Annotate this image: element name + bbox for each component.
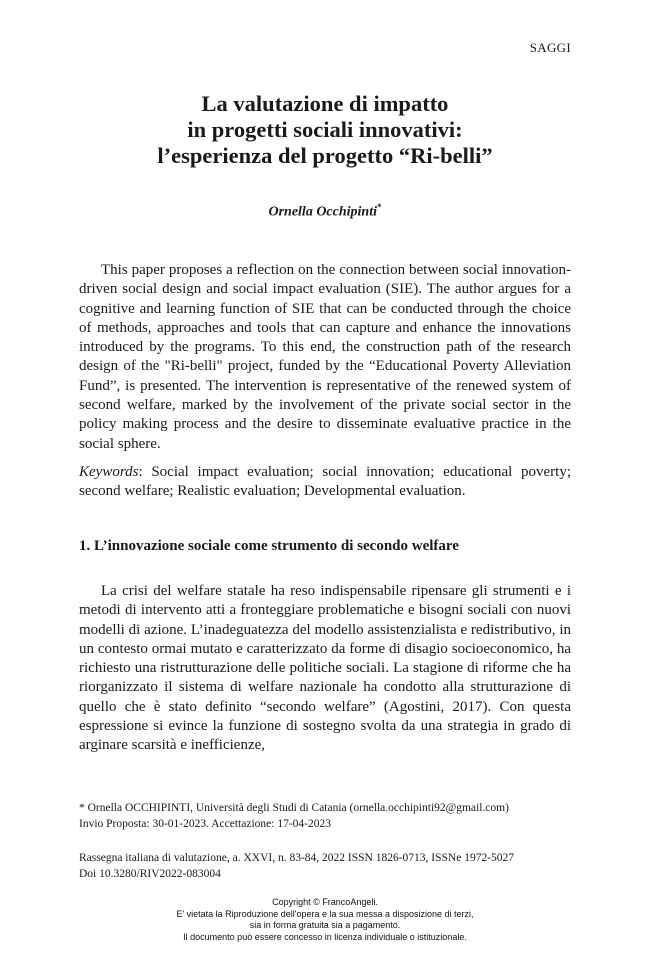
section-label: SAGGI (529, 40, 571, 55)
citation-doi: Doi 10.3280/RIV2022-083004 (79, 868, 221, 880)
footnote-affiliation: * Ornella OCCHIPINTI, Università degli Studi di Catania (ornella.occhipinti92@gmail.com) (79, 802, 509, 814)
copyright-line: Il documento può essere concesso in licenza individuale o istituzionale. (183, 931, 467, 942)
article-title (60, 91, 590, 169)
body-paragraph: La crisi del welfare statale ha reso indispensabile ripensare gli strumenti e i metodi di intervento atti a fronteggiare problematiche e bisogni sociali con nuovi modelli di azione. L’inadeguatezza del modello assistenzialista e redistributivo, in un contesto ormai mutato e caratterizzato da forme di disagio socioeconomico, ha richiesto una ristrutturazione delle politiche sociali. La stagione di riforme che ha riorganizzato il sistema di welfare nazionale ha condotto alla strutturazione di quello che è stato definito “secondo welfare” (Agostini, 2017). Con questa espressione si evince la funzione di sostegno svolta da una strategia in grado di arginare scarsità e inefficienze, (79, 583, 571, 754)
title-line: La valutazione di impatto (201, 91, 449, 116)
keywords-label: Keywords (79, 464, 139, 480)
copyright-line: E' vietata la Riproduzione dell'opera e la sua messa a disposizione di terzi, (176, 908, 474, 919)
author-footnote-mark: * (377, 202, 382, 212)
author-footnote (79, 800, 579, 832)
abstract-paragraph: This paper proposes a reflection on the connection between social innovation-driven social design and social impact evaluation (SIE). The author argues for a cognitive and learning function of SIE that can be conducted through the choice of methods, approaches and tools that can capture and enhance the innovations introduced by the programs. To this end, the construction path of the research design of the "Ri-belli" project, funded by the “Educational Poverty Alleviation Fund”, is presented. The intervention is representative of the renewed system of second welfare, marked by the involvement of the private social sector in the policy making process and the desire to disseminate evaluative practice in the social sphere. (79, 262, 571, 452)
keywords-list: : Social impact evaluation; social innovation; educational poverty; second welfare; Realistic evaluation; Developmental evaluation. (79, 464, 571, 500)
title-line: in progetti sociali innovativi: (187, 117, 463, 142)
copyright-line: Copyright © FrancoAngeli. (272, 897, 378, 907)
title-line: l’esperienza del progetto “Ri-belli” (157, 143, 493, 168)
author-name: Ornella Occhipinti (268, 204, 377, 220)
citation-journal: Rassegna italiana di valutazione, a. XXVI, n. 83-84, 2022 ISSN 1826-0713, ISSNe 1972-5027 (79, 852, 515, 864)
footnote-dates: Invio Proposta: 30-01-2023. Accettazione: 17-04-2023 (79, 818, 331, 830)
section-heading: 1. L’innovazione sociale come strumento di secondo welfare (79, 538, 459, 554)
keywords-paragraph (79, 463, 571, 502)
copyright-line: sia in forma gratuita sia a pagamento. (249, 920, 401, 930)
copyright-notice (0, 897, 650, 943)
journal-citation (79, 850, 579, 882)
author-byline (0, 202, 650, 221)
